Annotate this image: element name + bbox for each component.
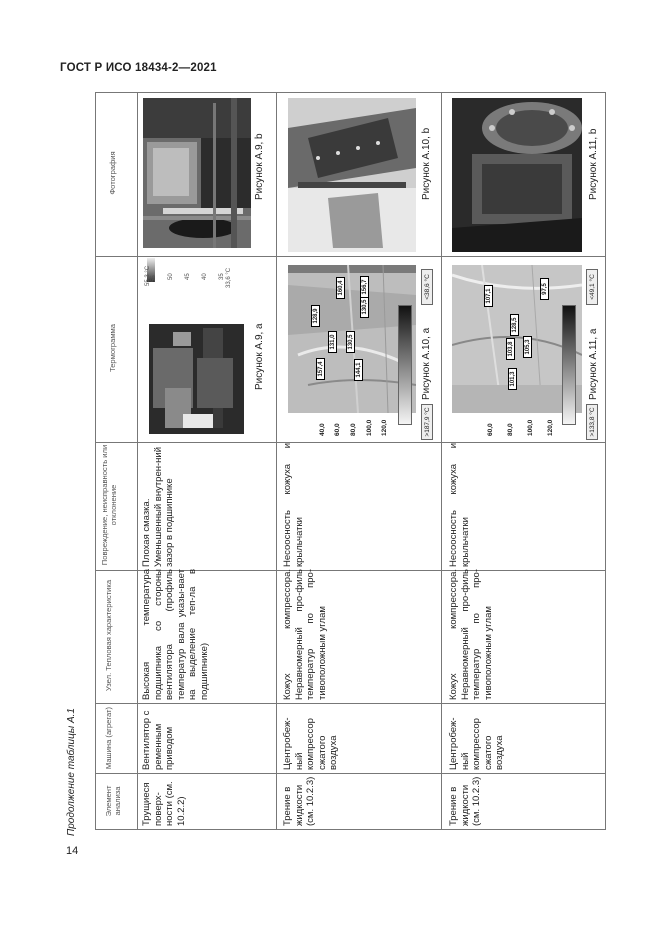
- header-thermogram: [98, 256, 134, 440]
- row2-scale-label-0-text: 120,0: [381, 419, 388, 436]
- header-photo-label: Фотография: [108, 151, 117, 195]
- row3-element: [448, 774, 598, 826]
- row3-scale-label-1: [526, 414, 536, 436]
- row1-photo-caption: [254, 100, 268, 200]
- row1-scale-label-6-text: 33,6 °C: [226, 267, 232, 288]
- row2-scale-label-2: [349, 414, 359, 436]
- header-thermogram-label: Термограмма: [108, 324, 117, 372]
- row2-scale-label-1-text: 100,0: [366, 419, 373, 436]
- row2-spot-label-1-text: 144,1: [356, 362, 362, 378]
- row3-spot-label-2: [510, 314, 519, 336]
- row2-scale-label-2-text: 80,0: [350, 423, 357, 436]
- header-element: [98, 775, 134, 827]
- row1-thermogram: [143, 288, 251, 436]
- row3-scale-label-0-text: 120,0: [547, 419, 554, 436]
- row2-scale-bottom-text: <38,6 °C: [424, 274, 431, 300]
- row3-photo-caption: [588, 100, 602, 200]
- row2-scale-top-text: >187,9 °C: [424, 407, 431, 437]
- header-fault: [98, 442, 134, 568]
- row1-element-text: Трущиеся поверх-ности (см. 10.2.2): [141, 781, 187, 826]
- row1-scale-label-4-text: 40: [202, 273, 208, 280]
- row2-spot-label-1: [354, 359, 363, 381]
- row2-spot-label-4: [346, 331, 355, 353]
- row3-element-text: Трение в жидкости (см. 10.2.3): [448, 776, 483, 826]
- row2-photo-caption-text: Рисунок А.10, b: [421, 127, 432, 200]
- row2-spot-label-3: [311, 305, 320, 327]
- row1-fault-text: Плохая смазка. Уменьшенный внутрен-ний зазор в подшипнике: [141, 446, 176, 567]
- row3-machine-text: Центробеж-ный компрессор сжатого воздуха: [448, 717, 506, 770]
- row3-spot-label-4: [523, 336, 532, 358]
- row2-spot-label-6-text: 130,5: [362, 299, 368, 315]
- row3-spot-label-0: [484, 285, 493, 307]
- row3-photo-caption-text: Рисунок А.11, b: [588, 128, 599, 200]
- row2-fault-text: Несоосность кожуха и крыльчатки: [282, 443, 305, 567]
- row2-unit: [282, 569, 432, 700]
- row2-scale-label-0: [380, 414, 390, 436]
- row2-spot-label-3-text: 128,9: [313, 308, 319, 324]
- row3-spot-label-2-text: 128,5: [512, 317, 518, 333]
- row3-spot-label-0-text: 107,1: [486, 288, 492, 304]
- row1-scale-label-6: [226, 256, 234, 288]
- row1-photo: [143, 98, 251, 248]
- row3-scale-bar: [562, 305, 576, 425]
- row3-scale-top: [586, 404, 598, 440]
- row3-scale-label-3: [486, 414, 496, 436]
- row2-thermo-caption-text: Рисунок А.10, a: [421, 327, 432, 400]
- header-fault-label: Повреждение, неисправность или отклонение: [100, 444, 119, 566]
- row2-scale-top: [421, 404, 433, 440]
- document-header: ГОСТ Р ИСО 18434-2—2021: [60, 62, 217, 74]
- row3-thermo-caption: [588, 300, 602, 400]
- row3-scale-label-2: [506, 414, 516, 436]
- row2-element: [282, 774, 432, 826]
- page-number: 14: [66, 845, 79, 857]
- row2-spot-label-2: [328, 331, 337, 353]
- row3-spot-label-3-text: 103,8: [508, 341, 514, 357]
- row1-scale-label-5-text: 35: [219, 273, 225, 280]
- row3-spot-label-1-text: 101,3: [510, 371, 516, 387]
- row1-photo-caption-text: Рисунок А.9, b: [254, 133, 265, 200]
- row2-spot-label-0-text: 157,4: [318, 361, 324, 377]
- row3-scale-label-1-text: 100,0: [527, 419, 534, 436]
- row3-scale-label-0: [546, 414, 556, 436]
- header-machine-label: Машина (агрегат): [104, 706, 113, 770]
- row2-machine-text: Центробеж-ный компрессор сжатого воздуха: [282, 717, 340, 770]
- row3-spot-label-5: [540, 278, 549, 300]
- row3-scale-label-2-text: 80,0: [507, 423, 514, 436]
- table-continuation-label: Продолжение таблицы А.1: [66, 708, 77, 836]
- row3-spot-label-5-text: 97,5: [542, 283, 548, 295]
- row2-thermo-caption: [421, 300, 435, 400]
- row2-machine: [282, 704, 432, 770]
- row1-unit: [141, 569, 273, 700]
- row3-thermo-caption-text: Рисунок А.11, a: [588, 328, 599, 400]
- header-machine: [98, 705, 134, 771]
- header-unit-label: Узел. Тепловая характеристика: [104, 579, 113, 692]
- row1-scale-label-2-text: 50: [168, 273, 174, 280]
- row3-spot-label-1: [508, 368, 517, 390]
- row3-spot-label-3: [506, 338, 515, 360]
- row2-spot-label-4-text: 130,5: [348, 334, 354, 350]
- row2-element-text: Трение в жидкости (см. 10.2.3): [282, 776, 317, 826]
- row3-fault-text: Несоосность кожуха и крыльчатки: [448, 443, 471, 567]
- row1-scale-label-3-text: 45: [185, 273, 191, 280]
- row2-spot-label-7-text: 156,7: [362, 279, 368, 295]
- row1-thermo-caption: [254, 290, 268, 390]
- row1-fault: [141, 443, 273, 567]
- header-unit: [98, 570, 134, 701]
- row1-machine: [141, 704, 273, 770]
- row3-machine: [448, 704, 598, 770]
- row1-thermo-caption-text: Рисунок А.9, a: [254, 323, 265, 390]
- row2-scale-bar: [398, 305, 412, 425]
- row3-fault: [448, 443, 598, 567]
- row2-spot-label-6: [360, 296, 369, 318]
- row2-spot-label-5: [336, 277, 345, 299]
- row1-scale-label-2: [168, 268, 176, 280]
- row3-unit-text: Кожух компрессора. Неравномерный про-филь температур по про-тивоположным углам: [448, 569, 494, 700]
- row1-unit-text: Высокая температура подшипника со стороны вентилятора (профиль температур вала указы-вает на выделение теп-ла в подшипнике): [141, 569, 210, 700]
- row1-scale-label-1: [151, 270, 159, 282]
- row1-element: [141, 774, 273, 826]
- row2-spot-label-2-text: 131,0: [330, 334, 336, 350]
- row2-spot-label-0: [316, 358, 325, 380]
- row2-spot-label-5-text: 160,4: [338, 280, 344, 296]
- row1-scale-label-3: [185, 268, 193, 280]
- row2-fault: [282, 443, 432, 567]
- row3-spot-label-4-text: 105,3: [525, 339, 531, 355]
- row1-scale-label-4: [202, 268, 210, 280]
- row2-spot-label-7: [360, 276, 369, 298]
- row1-machine-text: Вентилятор с ременным приводом: [141, 710, 176, 770]
- row2-scale-label-4-text: 40,0: [319, 423, 326, 436]
- row2-unit-text: Кожух компрессора. Неравномерный про-филь температур по про-тивоположным углам: [282, 569, 328, 700]
- row1-scale-label-0-text: 55,3 °C: [145, 265, 151, 286]
- row3-unit: [448, 569, 598, 700]
- row2-scale-label-3: [333, 414, 343, 436]
- row2-scale-label-4: [318, 414, 328, 436]
- row2-photo: [288, 98, 416, 252]
- row2-scale-label-1: [365, 414, 375, 436]
- row3-scale-bottom-text: <49,1 °C: [589, 274, 596, 300]
- row2-scale-label-3-text: 60,0: [334, 423, 341, 436]
- header-element-label: Элемент анализа: [104, 785, 123, 817]
- row3-scale-label-3-text: 60,0: [487, 423, 494, 436]
- row3-photo: [452, 98, 582, 252]
- header-photo: [98, 92, 134, 254]
- row2-photo-caption: [421, 100, 435, 200]
- row3-scale-top-text: >133,8 °C: [589, 407, 596, 437]
- row1-scale-label-1-text: 55: [151, 275, 157, 282]
